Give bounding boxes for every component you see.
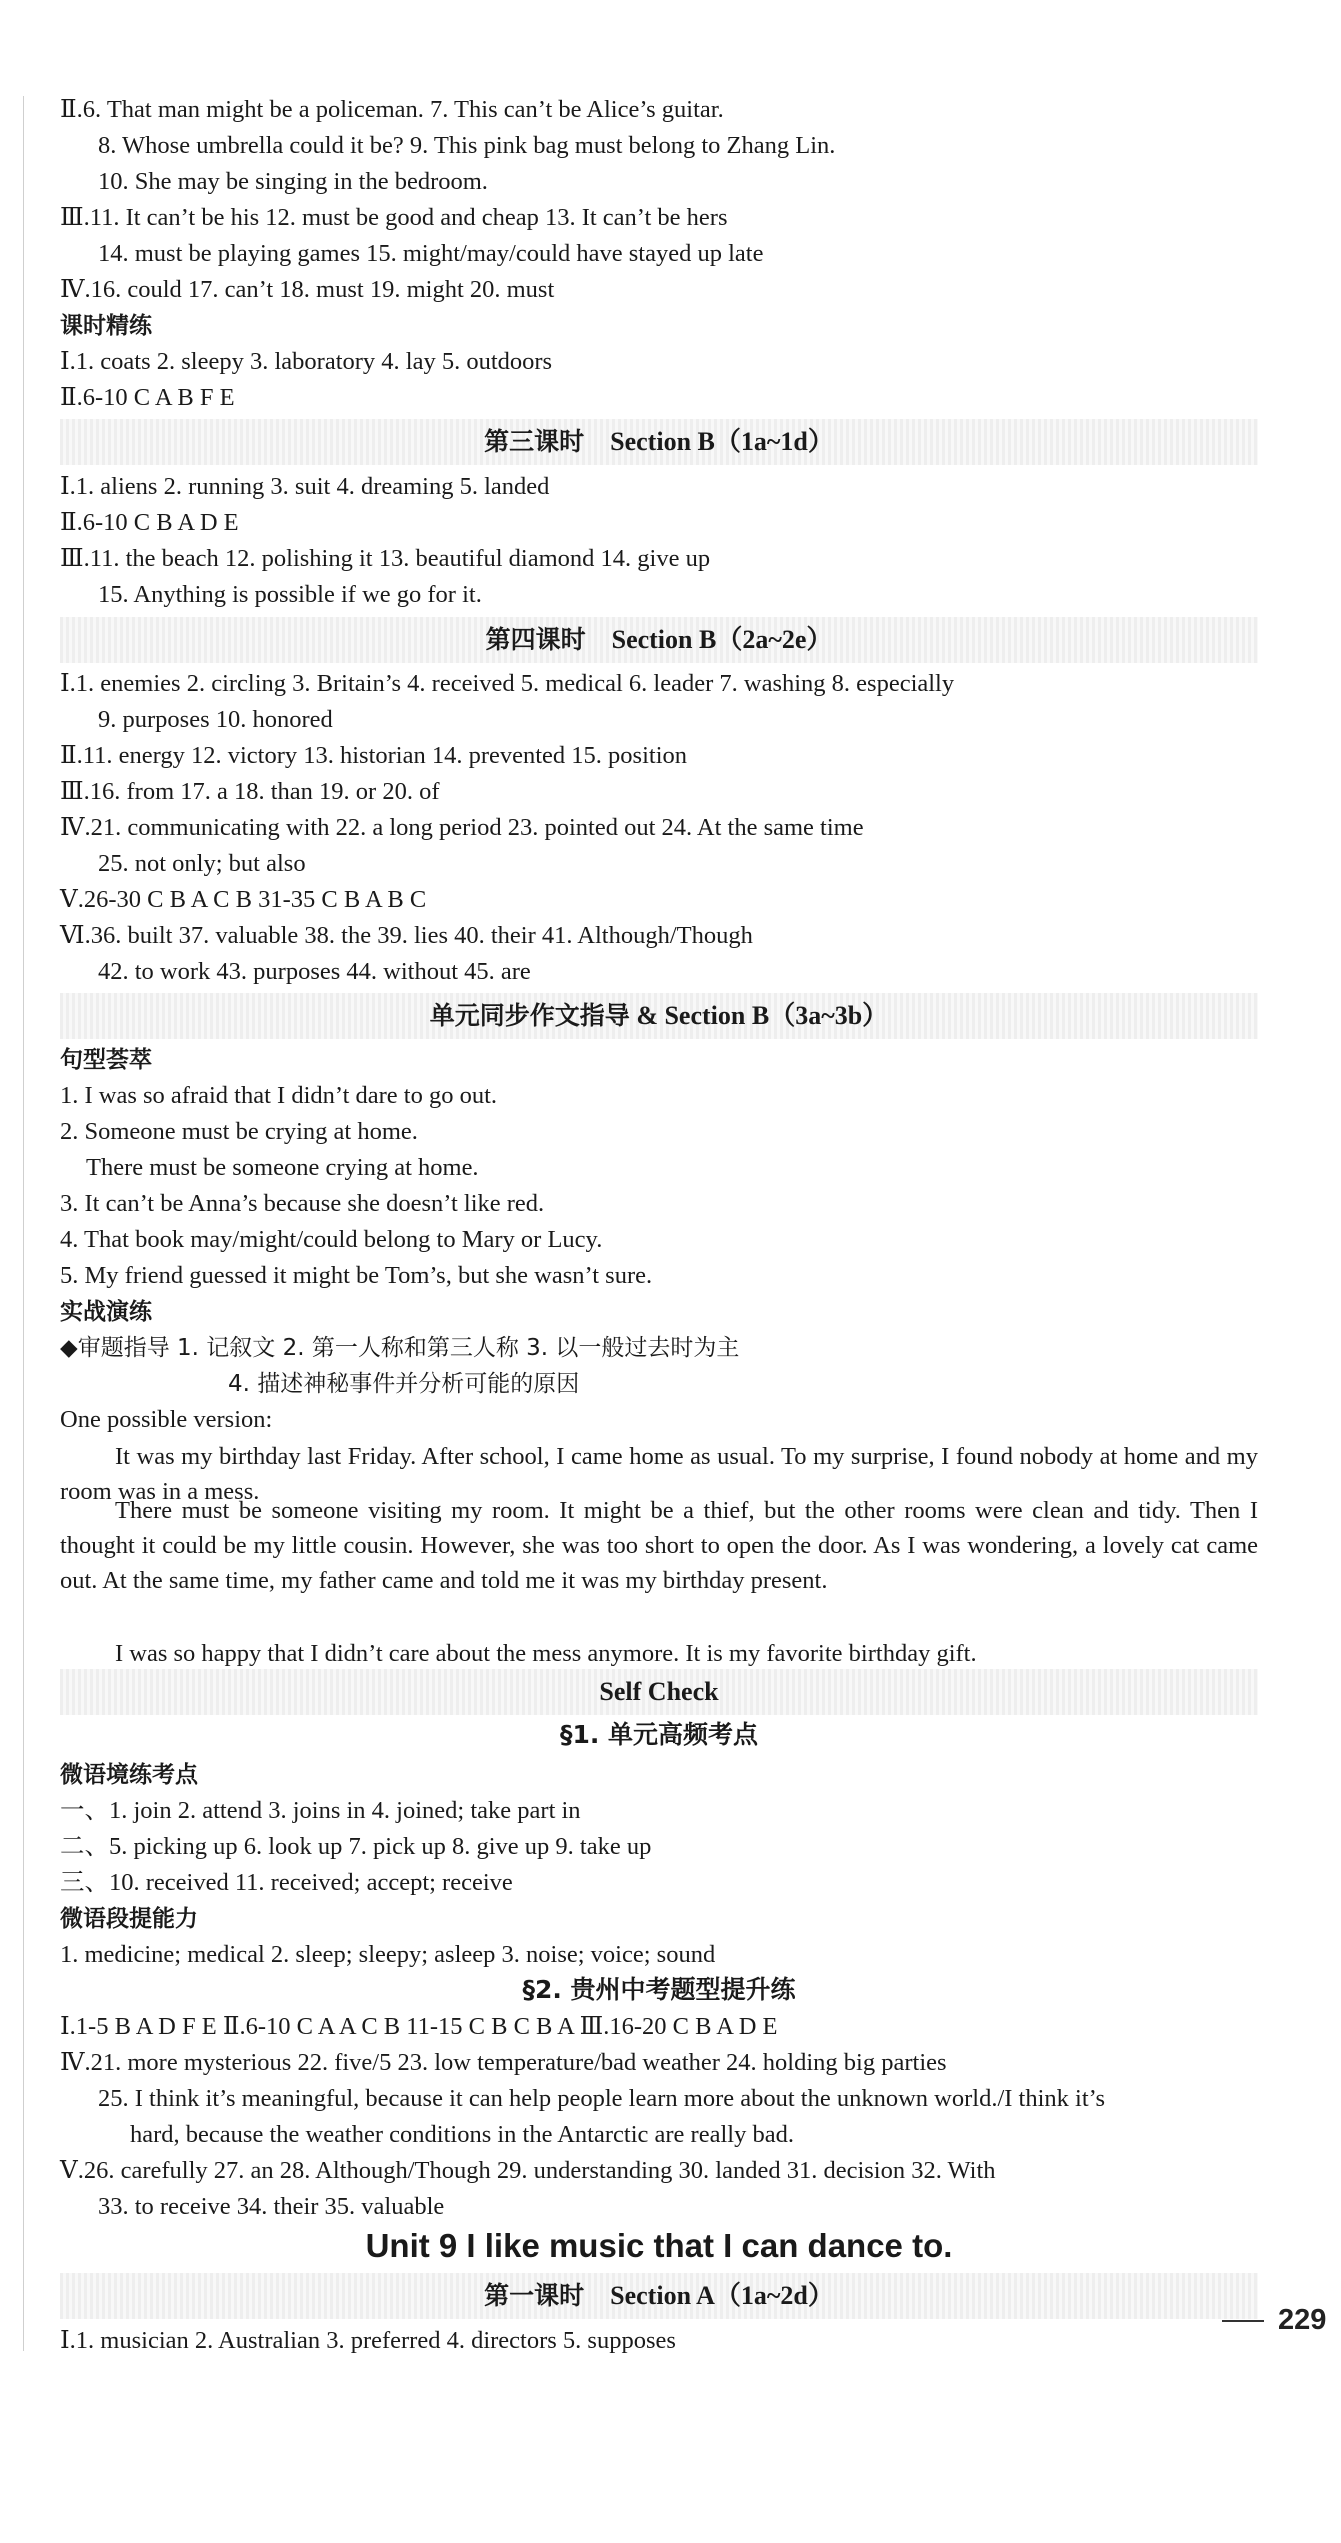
self-check-title: Self Check [599, 1677, 719, 1706]
answer-line: 4. That book may/might/could belong to Mary or Lucy. [60, 1226, 603, 1253]
self-check-banner [60, 1669, 1258, 1715]
answer-line: Ⅰ.1. aliens 2. running 3. suit 4. dreaming 5. landed [60, 473, 550, 500]
answer-line: 2. Someone must be crying at home. [60, 1118, 418, 1145]
answer-line: Ⅲ.16. from 17. a 18. than 19. or 20. of [60, 778, 440, 805]
answer-line: 3. It can’t be Anna’s because she doesn’t like red. [60, 1190, 545, 1217]
answer-line: 三、10. received 11. received; accept; receive [60, 1869, 513, 1896]
lesson-banner [60, 2273, 1258, 2319]
answer-line: Ⅰ.1. enemies 2. circling 3. Britain’s 4. received 5. medical 6. leader 7. washing 8. especially [60, 670, 955, 697]
answer-line: 42. to work 43. purposes 44. without 45. are [98, 958, 531, 985]
answer-line: Ⅴ.26-30 C B A C B 31-35 C B A B C [60, 886, 427, 913]
answer-line: hard, because the weather conditions in the Antarctic are really bad. [130, 2121, 794, 2148]
answer-line: Ⅱ.6-10 C A B F E [60, 384, 235, 411]
answer-line: Ⅰ.1. coats 2. sleepy 3. laboratory 4. lay 5. outdoors [60, 348, 553, 375]
answer-line: One possible version: [60, 1406, 273, 1433]
answer-line: 25. not only; but also [98, 850, 306, 877]
answer-line: Ⅰ.1-5 B A D F E Ⅱ.6-10 C A A C B 11-15 C B C B A Ⅲ.16-20 C B A D E [60, 2013, 778, 2040]
lesson-title: 第一课时 [484, 2281, 585, 2310]
answer-line: Ⅰ.1. musician 2. Australian 3. preferred 4. directors 5. supposes [60, 2327, 676, 2354]
answer-line: 14. must be playing games 15. might/may/could have stayed up late [98, 240, 764, 267]
lesson-section: Section B（2a~2e） [611, 625, 833, 654]
answer-line: Ⅱ.11. energy 12. victory 13. historian 14. prevented 15. position [60, 742, 688, 769]
answer-line: Ⅲ.11. the beach 12. polishing it 13. beautiful diamond 14. give up [60, 545, 711, 572]
answer-line: Ⅱ.6. That man might be a policeman. 7. This can’t be Alice’s guitar. [60, 96, 724, 123]
answer-line: 9. purposes 10. honored [98, 706, 333, 733]
lesson-banner [60, 419, 1258, 465]
answer-line: There must be someone crying at home. [86, 1154, 479, 1181]
answer-line: 5. My friend guessed it might be Tom’s, but she wasn’t sure. [60, 1262, 653, 1289]
page-number [1222, 2304, 1326, 2337]
answer-line: 一、1. join 2. attend 3. joins in 4. joined; take part in [60, 1797, 581, 1824]
lesson-banner [60, 617, 1258, 663]
answer-line: 33. to receive 34. their 35. valuable [98, 2193, 445, 2220]
essay-paragraph [60, 1493, 1258, 1598]
essay-text: It was my birthday last Friday. After school, I came home as usual. To my surprise, I found nobody at home and my room was in a mess. [60, 1443, 1258, 1505]
subsection-heading: 句型荟萃 [60, 1047, 152, 1073]
lesson-banner [60, 993, 1258, 1039]
essay-text: There must be someone visiting my room. It might be a thief, but the other rooms were clean and tidy. Then I thought it could be my little cousin. However, she was too short to open the door. As I was wondering, a lovely cat came out. At the same time, my father came and told me it was my birthday present. [60, 1497, 1258, 1594]
lesson-title: 第四课时 [485, 625, 586, 654]
answer-line: ◆审题指导 1. 记叙文 2. 第一人称和第三人称 3. 以一般过去时为主 [60, 1335, 740, 1361]
answer-line: Ⅲ.11. It can’t be his 12. must be good and cheap 13. It can’t be hers [60, 204, 728, 231]
lesson-title: 单元同步作文指导 [429, 1001, 630, 1030]
answer-line: Ⅳ.16. could 17. can’t 18. must 19. might 20. must [60, 276, 555, 303]
section-heading: §1. 单元高频考点 [559, 1720, 759, 1749]
lesson-section: Section B（1a~1d） [610, 427, 834, 456]
subsection-heading: 微语段提能力 [60, 1906, 198, 1932]
answer-line: 二、5. picking up 6. look up 7. pick up 8. give up 9. take up [60, 1833, 652, 1860]
answer-line: Ⅳ.21. more mysterious 22. five/5 23. low temperature/bad weather 24. holding big parties [60, 2049, 947, 2076]
answer-line: Ⅱ.6-10 C B A D E [60, 509, 239, 536]
lesson-section: Section A（1a~2d） [610, 2281, 834, 2310]
essay-paragraph [60, 1636, 1258, 1671]
answer-line: 1. I was so afraid that I didn’t dare to go out. [60, 1082, 498, 1109]
answer-line: Ⅴ.26. carefully 27. an 28. Although/Though 29. understanding 30. landed 31. decision 32. With [60, 2157, 996, 2184]
answer-line: 1. medicine; medical 2. sleep; sleepy; asleep 3. noise; voice; sound [60, 1941, 716, 1968]
answer-line: 10. She may be singing in the bedroom. [98, 168, 488, 195]
answer-line: 4. 描述神秘事件并分析可能的原因 [228, 1371, 580, 1397]
page-number-dash [1222, 2320, 1264, 2322]
lesson-title: 第三课时 [484, 427, 585, 456]
lesson-section: & Section B（3a~3b） [636, 1001, 889, 1030]
answer-line: 8. Whose umbrella could it be? 9. This pink bag must belong to Zhang Lin. [98, 132, 836, 159]
section-heading: §2. 贵州中考题型提升练 [522, 1975, 796, 2004]
left-margin-rule [23, 96, 24, 2351]
answer-line: 25. I think it’s meaningful, because it can help people learn more about the unknown world./I think it’s [98, 2085, 1105, 2112]
subsection-heading: 课时精练 [60, 313, 152, 339]
essay-text: I was so happy that I didn’t care about the mess anymore. It is my favorite birthday gift. [115, 1640, 977, 1667]
unit-title: Unit 9 I like music that I can dance to. [365, 2227, 953, 2264]
subsection-heading: 微语境练考点 [60, 1762, 198, 1788]
subsection-heading: 实战演练 [60, 1299, 152, 1325]
answer-line: Ⅵ.36. built 37. valuable 38. the 39. lies 40. their 41. Although/Though [60, 922, 753, 949]
page-number-text: 229 [1278, 2304, 1327, 2336]
answer-line: Ⅳ.21. communicating with 22. a long period 23. pointed out 24. At the same time [60, 814, 864, 841]
answer-line: 15. Anything is possible if we go for it. [98, 581, 482, 608]
